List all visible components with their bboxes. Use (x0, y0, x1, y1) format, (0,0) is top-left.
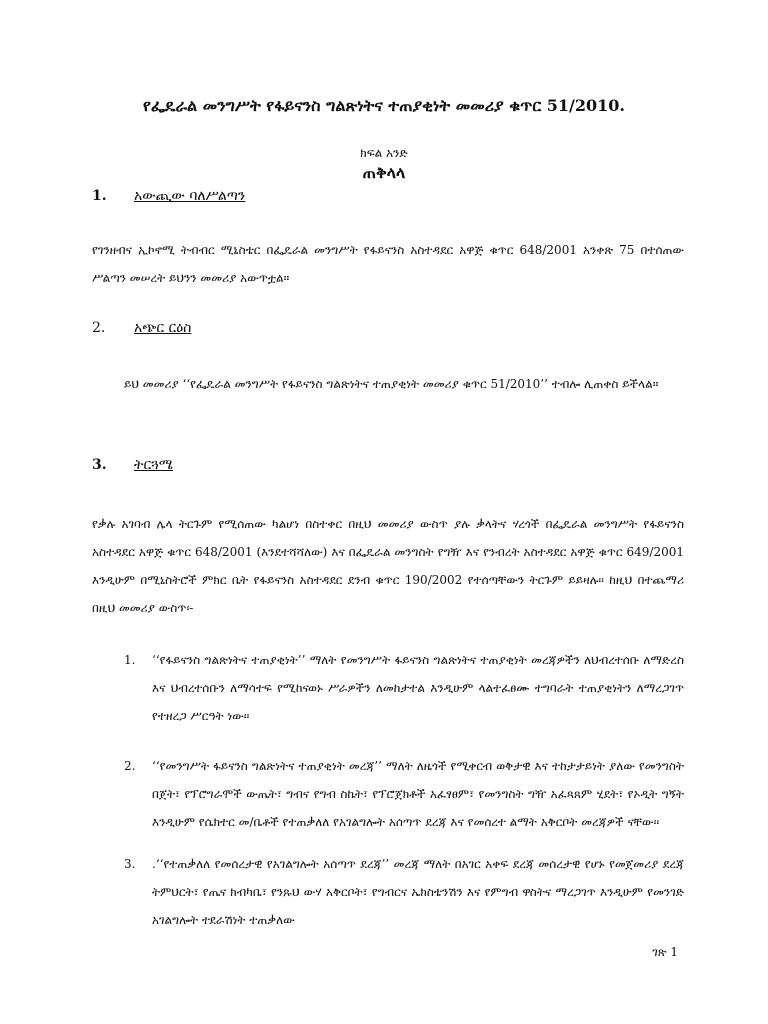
definition-text: ‘‘የመንግሥት ፋይናንስ ግልጽነትና ተጠያቂነት መረጃ’’ ማለት ለዜጎች የሚቀርብ ወቅታዊ እና ተከታታይነት ያለው የመንግስት በጀት፣ የፕሮግራሞች ውጤት፣ ግብና የግብ ስኬት፣ የፕሮጀክቶች አፈፃፀም፣ የመንግስት ግዥ አፈጻጸም ሂደት፣ የኦዲት ግኝት እንዲሁም የሴክተር መ/ቤቶች የተጠቃለለ የአገልግሎት አሰጣጥ ደረጃ እና የመሰረተ ልማት አቅርቦት መረጃዎች ናቸው፡፡ (152, 759, 684, 829)
page-number: ገጽ 1 (652, 945, 678, 959)
section-heading: አጭር ርዕስ (134, 320, 192, 336)
section-3-heading (92, 457, 173, 473)
section-number: 1. (92, 188, 107, 204)
section-number: 3. (92, 457, 107, 473)
part-label: ክፍል አንድ (360, 146, 408, 160)
definition-number: 1. (124, 653, 136, 667)
document-title: የፌዴራል መንግሥት የፋይናንስ ግልጽነትና ተጠያቂነት መመሪያ ቁጥር 51/2010. (143, 96, 625, 115)
definition-number: 2. (124, 759, 136, 773)
section-2-paragraph: ይህ መመሪያ ‘‘የፌዴራል መንግሥት የፋይናንስ ግልጽነትና ተጠያቂነት መመሪያ ቁጥር 51/2010’’ ተብሎ ሊጠቀስ ይችላል። (124, 377, 659, 391)
section-heading: ትርጓሜ (134, 457, 173, 473)
definition-item-2 (124, 752, 684, 836)
section-number: 2. (92, 320, 106, 336)
section-1-heading (92, 188, 245, 204)
section-heading: አውጪው ባለሥልጣን (134, 188, 246, 204)
definition-number: 3. (124, 857, 136, 871)
section-2-heading (92, 320, 191, 336)
section-3-paragraph: የቃሉ አገባብ ሌላ ትርጉም የሚሰጠው ካልሆነ በስተቀር በዚህ መመሪያ ውስጥ ያሉ ቃላትና ሃረጎች በፌዴራል መንግሥት የፋይናንስ አስተዳደር አዋጅ ቁጥር 648/2001 (እንደተሻሻለው) እና በፌዴራል መንግስት የግዥ እና የንብረት አስተዳደር አዋጅ ቁጥር 649/2001 እንዲሁም በሚኒስትሮች ምክር ቤት የፋይናንስ አስተዳደር ደንብ ቁጥር 190/2002 የተሰጣቸውን ትርጉም ይይዛሉ፡፡ ከዚህ በተጨማሪ በዚህ መመሪያ ውስጥ፡- (92, 517, 684, 615)
section-1-paragraph: የገንዘብና ኢኮኖሚ ትብብር ሚኒስቴር በፌዴራል መንግሥት የፋይናንስ አስተዳደር አዋጅ ቁጥር 648/2001 አንቀጽ 75 በተሰጠው ሥልጣን መሠረት ይህንን መመሪያ አውጥቷል። (92, 243, 684, 285)
definition-text: .‘‘የተጠቃለለ የመሰረታዊ የአገልግሎት አሰጣጥ ደረጃ’’ መረጃ ማለት በአገር አቀፍ ደረጃ መሰረታዊ የሆኑ የመጀመሪያ ደረጃ ትምህርት፣ የጤና ክብካቤ፣ የንጹህ ውሃ አቅርቦት፣ የግብርና ኤክስቴንሽን እና የምግብ ዋስትና ማረጋገጥ እንዲሁም የመንገድ አገልግሎት ተደራሽነት ተጠቃለው (152, 857, 684, 927)
definition-item-1 (124, 646, 684, 730)
part-name: ጠቅላላ (362, 163, 406, 182)
definition-item-3 (124, 850, 684, 934)
definition-text: ‘‘የፋይናንስ ግልጽነትና ተጠያቂነት’’ ማለት የመንግሥት ፋይናንስ ግልጽነትና ተጠያቂነት መረጃዎችን ለህብረተሰቡ ለማድረስ እና ህብረተሰቡን ለማሳተፍ የሚከናወኑ ሥራዎችን ለመከታተል እንዲሁም ላልተፈፀሙ ተግባራት ተጠያቂነትን ለማረጋገጥ የተዘረጋ ሥርዓት ነው፡፡ (152, 653, 684, 723)
